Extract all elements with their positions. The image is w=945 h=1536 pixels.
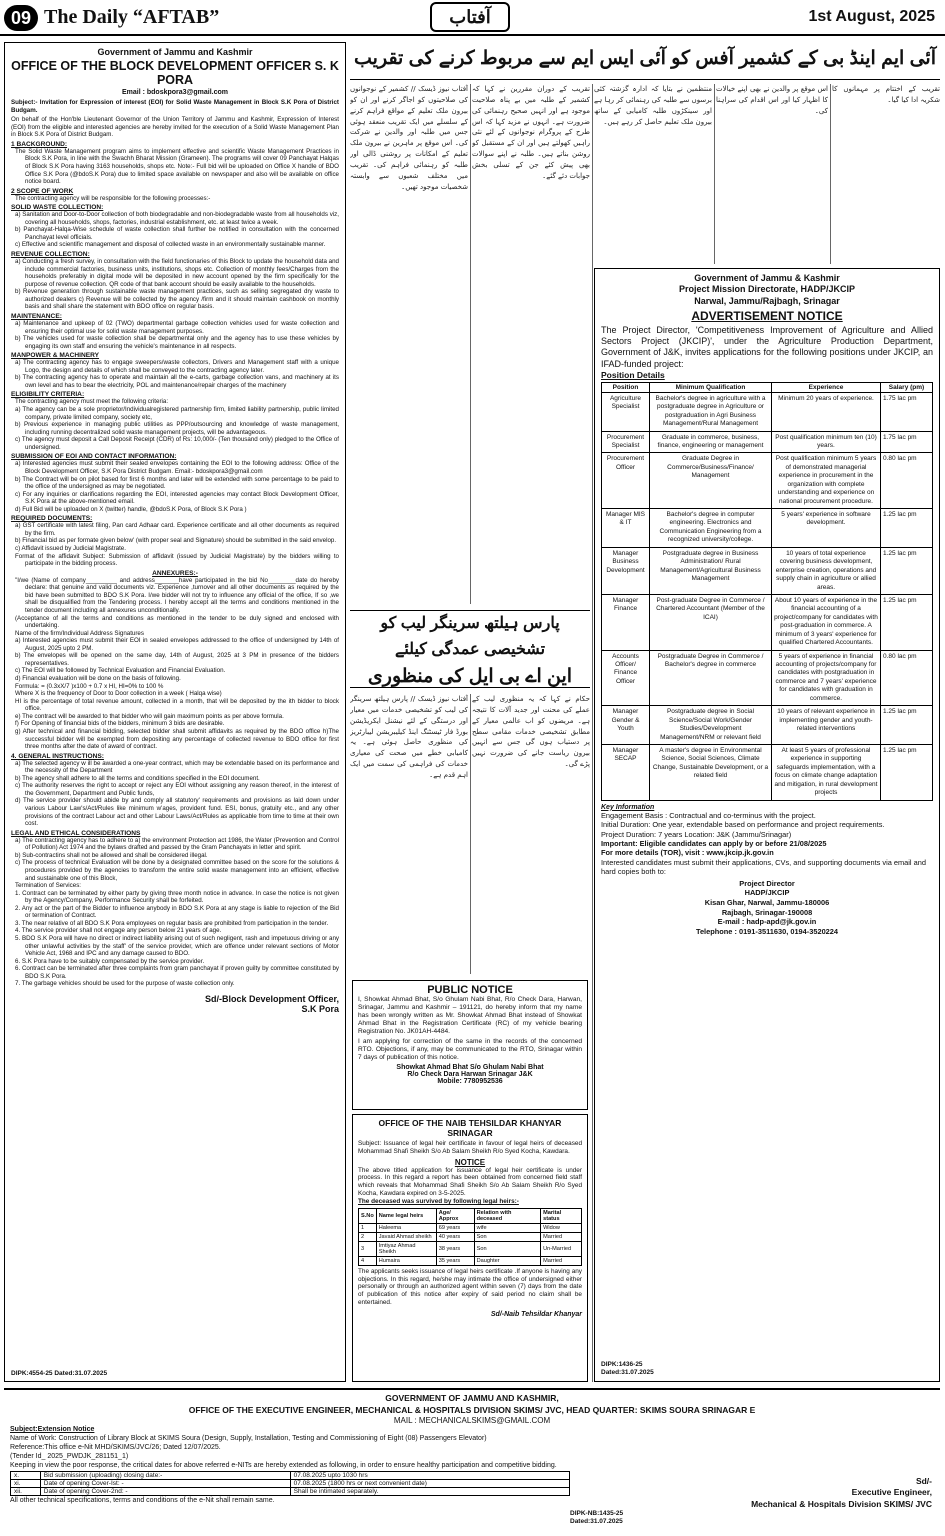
table-cell: Graduate in commerce, business, finance, engineering or management: [650, 431, 772, 453]
section-item: g) After technical and financial bidding, selected bidder shall submit affidavits as required by the BDO office h)The successful bidder will be exempted from depositing any percentage of collected revenue to BDO office for first three months after the date of award of contract.: [15, 727, 339, 751]
section-title: SOLID WASTE COLLECTION:: [11, 204, 104, 212]
bdo-signature: Sd/-Block Development Officer,: [204, 993, 339, 1004]
heirs-table-header: [359, 1208, 582, 1223]
skims-tender-id: (Tender Id_ 2025_PWDJK_281151_1): [10, 1453, 129, 1461]
section-item: 1. Contract can be terminated by either party by giving three month notice in advance. In case the notice is not given by the Agency/Company, Performance Security shall be forfeited.: [15, 889, 339, 905]
table-cell: 1.75 lac pm: [881, 392, 933, 431]
table-cell: Married: [541, 1256, 582, 1265]
section-item: Where X is the frequency of Door to Door collection in a week ( Halqa wise): [15, 690, 222, 698]
section-item: a) Conducting a fresh survey, in consultation with the field functionaries of this Block to update the household data and include commercial factories, business units, institutions, shops etc. Collection of monthly fees/Charges from the households preferably in digital mode will be deposited in new account opened by the firm specifically for the purpose of revenue collection. QR code of that bank account should be easily available to the households.: [15, 258, 339, 288]
naib-body2: The applicants seeks issuance of legal heirs certificate .If anyone is having any objections. In this regard, he/she may intimate the office of undersigned either personally or through an authorized agent within seven (7) days from the date of publication of this notice after expiry of said period no claim shall be entertained.: [358, 1267, 582, 1306]
column-rule: [470, 694, 471, 974]
section-item: a) The contracting agency has to engage sweepers/waste collectors, Drivers and Management staff with a unique Logo, the design and details of which shall be conveyed to the contracting agency later.: [15, 359, 339, 374]
section-item: b) Sub-contractins shall not be allowed and shall be considered illegal.: [15, 851, 208, 859]
address-line: HADP/JKCIP: [744, 888, 790, 898]
key-info-line: Important: Eligible candidates can apply by or before 21/08/2025: [601, 838, 827, 848]
jkcip-gov: Government of Jammu & Kashmir: [694, 273, 840, 283]
table-cell: 38 years: [436, 1241, 474, 1256]
table-row: [359, 1241, 582, 1256]
section-item: b) Previous experience in managing public utilities as PPP/outsourcing and knowledge of waste management, including running decentralized solid waste management projects, will be advantageous.: [15, 421, 339, 436]
naib-subject: Subject: Issuance of legal heir certificate in favour of legal heirs of deceased Mohammad Shafi Sheikh S/o Ab Salam Sheikh R/o Syed Kocha, Kawdara.: [358, 1140, 582, 1155]
table-row: [602, 706, 933, 745]
bdo-gov: Government of Jammu and Kashmir: [97, 47, 253, 57]
table-cell: 40 years: [436, 1232, 474, 1241]
table-row: [602, 594, 933, 650]
section-title: ANNEXURES:-: [152, 569, 198, 577]
table-header-cell: S.No: [359, 1208, 377, 1223]
section-item: d) Full Bid will be uploaded on X (twitter) handle, @bdoS.K Pora, of Block S.K Pora ): [15, 505, 247, 513]
section-item: The contracting agency will be responsible for the following processes:-: [15, 194, 211, 202]
address-line: Rajbagh, Srinagar-190008: [721, 907, 813, 917]
table-cell: Daughter: [474, 1256, 540, 1265]
position-table: [601, 382, 933, 801]
table-cell: Javaid Ahmad sheikh: [376, 1232, 436, 1241]
table-cell: Manager SECAP: [602, 744, 650, 800]
table-row: [602, 453, 933, 509]
position-table-header: [602, 382, 933, 392]
key-info-line: Interested candidates must submit their applications, CVs, and supporting documents via email and hard copies both to:: [601, 857, 926, 877]
table-cell: Son: [474, 1232, 540, 1241]
skims-mail: MAIL : MECHANICALSKIMS@GMAIL.COM: [393, 1416, 551, 1425]
bdo-email: Email : bdoskpora3@gmail.com: [121, 89, 229, 96]
section-item: b) The envelopes will be opened on the same day, 14th of August, 2025 at 3 PM in presence of the bidders representatives.: [15, 652, 339, 667]
skims-reference: Reference:This office e-Nit MHD/SKIMS/JVC/26; Dated 12/07/2025.: [10, 1444, 221, 1452]
table-cell: 07.08.2025 upto 1030 hrs: [290, 1472, 569, 1480]
table-cell: Minimum 20 years of experience.: [772, 392, 881, 431]
table-cell: Graduate Degree in Commerce/Business/Finance/ Management: [650, 453, 772, 509]
key-info-line: Project Duration: 7 years Location: J&K (Jammu/Srinagar): [601, 829, 792, 839]
section-title: 4. GENERAL INSTRUCTIONS:: [11, 752, 104, 760]
table-row: [602, 392, 933, 431]
bdo-subject: Subject:- Invitation for Expression of interest (EOI) for Solid Waste Management in Block S.K Pora of District Budgam.: [11, 99, 339, 114]
table-cell: Agriculture Specialist: [602, 392, 650, 431]
section-item: c) Effective and scientific management and disposal of collected waste in an environmentally sustainable manner.: [15, 241, 326, 249]
section-item: a) The selected agency w ill be awarded a one-year contract, which may be extendable based on its performance and the necessity of the Department: [15, 759, 339, 775]
jkcip-advertisement: [594, 268, 940, 1382]
jkcip-dipk: DIPK:1436-25: [601, 1360, 643, 1368]
section-item: b) Panchayat-Halqa-Wise schedule of waste collection shall further be notified in consultation with the concerned Panchayat level officials.: [15, 226, 339, 241]
table-cell: Shall be intimated separately.: [290, 1488, 569, 1496]
skims-dates-table: [10, 1471, 570, 1496]
key-info-line: Initial Duration: One year, extendable based on performance and project requirements.: [601, 820, 885, 830]
section-item: c) The authority reserves the right to accept or reject any EOI without assigning any reason thereof, in the interest of the Government, Department and Public funds,: [15, 782, 339, 797]
table-row: [11, 1480, 570, 1488]
section-title: REQUIRED DOCUMENTS:: [11, 515, 93, 523]
jkcip-intro: The Project Director, 'Competitiveness Improvement of Agriculture and Allied Sectors Project (JKCIP)', under the Agriculture Production Department, Government of J&K, invites applications for the following positions under JKCIP, an IFAD-funded project:: [601, 324, 933, 369]
table-cell: Widow: [541, 1223, 582, 1232]
table-row: [11, 1488, 570, 1496]
table-cell: 0.80 lac pm: [881, 453, 933, 509]
bdo-sections: [11, 141, 339, 988]
section-item: a) Interested agencies must submit their EOI in sealed envelopes addressed to the office of undersigned by 14th of August, 2025 upto 2 PM.: [15, 637, 339, 652]
section-item: b) The agency shall adhere to all the terms and conditions specified in the EOI document.: [15, 774, 260, 782]
naib-survived: The deceased was survived by following legal heirs:-: [358, 1197, 519, 1205]
table-cell: 35 years: [436, 1256, 474, 1265]
position-table-body: [602, 392, 933, 800]
table-cell: Humaira: [376, 1256, 436, 1265]
urdu-story1-col: اس موقع پر والدین نے بھی اپنے خیالات کا اظہار کیا اور اس اقدام کی سراہنا کی۔: [716, 85, 828, 115]
heirs-table: [358, 1208, 582, 1266]
skims-dipk: DIPK-NB:1435-25: [570, 1510, 624, 1517]
table-cell: Post qualification minimum ten (10) years.: [772, 431, 881, 453]
table-row: [602, 431, 933, 453]
naib-office: OFFICE OF THE NAIB TEHSILDAR KHANYAR SRINAGAR: [378, 1118, 562, 1138]
section-item: a) Sanitation and Door-to-Door collection of both biodegradable and non-biodegradable waste from all households viz, covering all households, shops, factories, industrial establishment, etc. at least twice a week.: [15, 211, 339, 226]
table-cell: 1.25 lac pm: [881, 547, 933, 594]
table-cell: Postgraduate degree in Social Science/Social Work/Gender Studies/Development Management/NRM or relevant field: [650, 706, 772, 745]
urdu-story2-col: حکام نے کہا کہ یہ منظوری لیب کے عملے کی محنت اور جدید آلات کا نتیجہ ہے۔ مریضوں کو اب عالمی معیار کے مطابق تشخیصی خدمات مقامی سطح پر دستیاب ہوں گی جس سے انہیں بیرون ریاست جانے کی ضرورت نہیں پڑے گی۔: [472, 695, 590, 769]
table-row: [602, 650, 933, 706]
paper-date: 1st August, 2025: [808, 8, 935, 25]
table-cell: Manager Gender & Youth: [602, 706, 650, 745]
column-rule: [714, 84, 715, 264]
table-cell: Manager Business Development: [602, 547, 650, 594]
jkcip-dated: Dated:31.07.2025: [601, 1368, 654, 1376]
table-cell: 1.25 lac pm: [881, 706, 933, 745]
public-notice-body2: I am applying for correction of the same in the records of the concerned RTO. Objections, if any, may be communicated to the RTO, Srinagar within 7 days of publication of this notice.: [358, 1038, 582, 1062]
section-item: (Acceptance of all the terms and conditions as mentioned in the tender to be duly signed and enclosed with undertaking.: [15, 614, 339, 630]
public-notice-sign: Showkat Ahmad Bhat S/o Ghulam Nabi Bhat: [396, 1064, 544, 1072]
table-cell: 4: [359, 1256, 377, 1265]
address-line: Kisan Ghar, Narwal, Jammu-180006: [704, 898, 830, 908]
public-notice-title: PUBLIC NOTICE: [427, 984, 513, 996]
skims-keeping: Keeping in view the poor response, the critical dates for above referred e-NITs are hereby extended as following, in order to ensure healthy participation and competitive bidding.: [10, 1462, 557, 1470]
naib-title: NOTICE: [454, 1157, 486, 1167]
table-cell: Date of opening Cover-Ist: -: [40, 1480, 290, 1488]
jkcip-key-info: [601, 811, 933, 877]
table-cell: Procurement Specialist: [602, 431, 650, 453]
table-cell: A master's degree in Environmental Science, Social Sciences, Climate Change, Sustainable Development, or a related field: [650, 744, 772, 800]
signature-line: Executive Engineer,: [851, 1487, 932, 1498]
section-item: HI is the percentage of total revenue amount, collected in a month, that will be deposited by the ith bidder to block office.: [15, 697, 339, 713]
skims-office: OFFICE OF THE EXECUTIVE ENGINEER, MECHANICAL & HOSPITALS DIVISION SKIMS/ JVC, HEAD QUARTER: SKIMS SOURA SRINAGAR E: [188, 1405, 756, 1415]
section-title: 1 BACKGROUND:: [11, 140, 68, 148]
table-row: [602, 744, 933, 800]
urdu-story1-col: تقریب کے دوران مقررین نے کہا کہ کشمیر کے طلبہ میں بے پناہ صلاحیت موجود ہے اور انہیں صحیح رہنمائی کی ضرورت ہے۔ انہوں نے مزید کہا کہ اس طرح کے پروگرام نوجوانوں کے لئے نئی راہیں کھولتے ہیں اور ان کے مستقبل کو روشن بناتے ہیں۔ طلبہ نے اپنے سوالات بھی پیش کئے جن کے تسلی بخش جوابات دئے گئے۔: [472, 85, 590, 180]
table-cell: Post-graduate Degree in Commerce / Chartered Accountant (Member of the ICAI): [650, 594, 772, 650]
table-cell: Postgraduate Degree in Commerce / Bachelor's degree in commerce: [650, 650, 772, 706]
table-cell: Bachelor's degree in computer engineering. Electronics and Communication Engineering from a recognized university/college.: [650, 509, 772, 548]
jkcip-position-heading: Position Details: [601, 369, 665, 380]
section-item: a) Interested agencies must submit their sealed envelopes containing the EOI to the following address: Office of the Block Development Officer, S.K Pora District Budgam. Email:- bdoskpora3@gmail.com: [15, 460, 339, 475]
table-cell: Haleema: [376, 1223, 436, 1232]
section-item: f) For Opening of financial bids of the bidders, minimum 3 bids are desirable.: [15, 720, 225, 728]
table-header-cell: Relation with deceased: [474, 1208, 540, 1223]
section-item: The Solid Waste Management program aims to implement effective and scientific Waste Management Practices in Block S.K Pora, in line with the Swachh Bharat Mission (Grameen). The programs will cover 09 Panchayat Halqas of Block S.K Pora having 3163 households, shops etc. Note:- Full bid will be uploaded on Office X handle of BDO Office S.K Pora (@bdoS.K Pora) due to limited space available on newspaper and also will be available on office notice board.: [15, 147, 339, 186]
section-item: a) Maintenance and upkeep of 02 (TWO) departmental garbage collection vehicles used for waste collection and ensuring their optimal use for solid waste management purposes.: [15, 319, 339, 335]
table-header-cell: Experience: [772, 382, 881, 392]
table-row: [359, 1223, 582, 1232]
urdu-story1-col: آفتاب نیوز ڈیسک // کشمیر کے نوجوانوں کی صلاحیتوں کو اجاگر کرنے اور ان کو بیرون ملک تعلیم کے مواقع فراہم کرنے کے سلسلے میں ایک تقریب منعقد ہوئی جس میں طلبہ اور والدین نے شرکت کی۔ اس موقع پر ماہرین نے بیرون ملک تعلیم کے امکانات پر روشنی ڈالی اور طلبہ کو رہنمائی فراہم کی۔ تقریب میں مختلف شعبوں سے وابستہ شخصیات موجود تھیں۔: [350, 85, 468, 191]
key-info-line: For more details (TOR), visit : www.jkcip.jk.gov.in: [601, 848, 774, 858]
table-cell: 07.08.2025 (1800 hrs or next convenient date): [290, 1480, 569, 1488]
section-item: 6. Contract can be terminated after three complaints from gram panchayat if proven guilty by committee constituted by BDO S.K Pora.: [15, 965, 339, 980]
table-cell: xi.: [11, 1480, 41, 1488]
table-header-cell: Age/ Approx: [436, 1208, 474, 1223]
section-item: c) Affidavit issued by Judicial Magistrate.: [15, 545, 126, 552]
paper-logo: آفتاب: [430, 2, 510, 32]
section-item: c) The agency must deposit a Call Deposit Receipt (CDR) of Rs: 10,000/- (Ten thousand only) pledged to the Office of undersigned.: [15, 436, 339, 451]
address-line: Telephone : 0191-3511630, 0194-3520224: [695, 926, 839, 936]
table-cell: Post qualification minimum 5 years of demonstrated managerial experience in procurement in the organization with complete understanding and experience on national procurement procedure.: [772, 453, 881, 509]
table-header-cell: Position: [602, 382, 650, 392]
section-item: 7. The garbage vehicles should be used for the purpose of waste collection only.: [15, 980, 235, 988]
section-item: b) The vehicles used for waste collection shall be departmental only and the agency has to use these vehicles by engaging its own staff and ensuring the vehicle's maintenance in all respects.: [15, 335, 339, 350]
paper-name: The Daily “AFTAB”: [44, 6, 220, 28]
section-item: Termination of Services:: [15, 882, 82, 890]
table-cell: 5 years' experience in software development.: [772, 509, 881, 548]
skims-subject: Subject:Extension Notice: [10, 1426, 95, 1433]
table-header-cell: Marital status: [541, 1208, 582, 1223]
table-cell: 10 years of total experience covering business development, enterprise creation, operations and supply chain in agriculture or allied areas.: [772, 547, 881, 594]
section-item: b) The Contract will be on pilot based for first 6 months and later will be extended with some percentage to be paid to the office of the undersigned as may be negotiated.: [15, 475, 339, 491]
table-cell: xii.: [11, 1488, 41, 1496]
table-cell: About 10 years of experience in the financial accounting of a project/company for candidates with post-graduation in commerce. A minimum of 3 years' experience for qualified Chartered Accountants.: [772, 594, 881, 650]
bdo-intro: On behalf of the Hon'ble Lieutenant Governor of the Union Territory of Jammu and Kashmir, Expression of Interest (EOI) from the eligible and interested agencies are hereby invited for the execution of a Solid Waste Management Plan in Block S.K Pora of District Budgam.: [11, 116, 339, 139]
skims-dates-body: [11, 1472, 570, 1496]
address-line: Project Director: [739, 878, 795, 888]
section-title: LEGAL AND ETHICAL CONSIDERATIONS: [11, 829, 141, 837]
table-cell: 69 years: [436, 1223, 474, 1232]
section-item: c) The process of technical Evaluation will be done by a designated committee based on the score for the solutions & procedures provided by the agencies to transform the entire solid waste management into an efficient, effective and sustainable one of this Block,: [15, 859, 339, 882]
page-number: 09: [4, 5, 38, 31]
section-item: a) The agency can be a sole proprietor/Individualregistered partnership firm, limited liability partnership, public limited company, private limited company, society etc,: [15, 406, 339, 421]
column-rule: [470, 84, 471, 604]
bdo-dipk: DIPK:4554-25 Dated:31.07.2025: [11, 1370, 108, 1377]
section-item: e) The contract will be awarded to that bidder who will gain maximum points as per above formula.: [15, 712, 284, 720]
naib-notice: [352, 1114, 588, 1382]
public-notice-sign2: R/o Check Dara Harwan Srinagar J&K: [407, 1071, 533, 1079]
jkcip-dipk-block: [601, 1361, 654, 1377]
table-cell: 1.75 lac pm: [881, 431, 933, 453]
column-rule: [830, 84, 831, 264]
naib-body: The above titled application for issuance of legal heir certificate is under process. In this regard a report has been obtained from concerned field staff which reveals that Mohammad Shafi Sheikh S/o Ab Salam Sheikh R/o Syed Kocha, Kawdara expired on 3-5-2025.: [358, 1166, 582, 1198]
jkcip-directorate: Project Mission Directorate, HADP/JKCIP: [678, 284, 856, 295]
section-item: d) The service provider should abide by and comply all statutory' requirements and provisions as laid down under various Labour Law's/Act/Rules like minimum w'ages, provident fund. ESI, bonus, gratuity etc., and any other provisions of the contract Labour act and other Labour Laws/Act/Rules as applicable from time to time at their own cost.: [15, 797, 339, 828]
public-notice-body: I, Showkat Ahmad Bhat, S/o Ghulam Nabi Bhat, R/o Check Dara, Harwan, Srinagar, Jammu and Kashmir – 191121, do hereby inform that my name has been wrongly written as Mr. Showkat Ahmad Bhat instead of Showkat Ahmad Bhat in the Registration Certificate (RC) of my vehicle bearing Registration No. JK01AH-4484.: [358, 996, 582, 1036]
table-row: [602, 547, 933, 594]
address-line: E-mail : hadp-apd@jk.gov.in: [717, 917, 817, 927]
section-title: MAINTENANCE:: [11, 312, 62, 320]
bdo-office: OFFICE OF THE BLOCK DEVELOPMENT OFFICER S. K PORA: [11, 59, 339, 87]
section-item: 6. S.K Pora have to be suitably compensated by the service provider.: [15, 957, 205, 965]
section-item: b) Revenue generation through sustainable waste management practices, such as selling segregated dry waste to authorized dealers c) Revenue will be collected by the agency /firm and it should maintain cashbook on monthly basis and shall share the statement with BDO office on regular basis.: [15, 288, 339, 311]
section-item: 5. BDO S.K Pora will have no direct or indirect liability arising out of such negligent, rash and impetuous driving or any other unlawful activities by the staff' of the service provider, which are offence under relevant sections of Motor Vehicle Act, 1968 and IPC and any damage caused to BDO.: [15, 935, 339, 958]
urdu-story1-col: تقریب کے اختتام پر مہمانوں کا شکریہ ادا کیا گیا۔: [832, 85, 940, 104]
signature-line: Mechanical & Hospitals Division SKIMS/ JVC: [751, 1498, 932, 1509]
section-item: Name of the firm/Individual Address Signatures: [15, 629, 144, 637]
urdu-headline-2-line1: پارس ہیلتھ سرینگر لیب کو تشخیصی عمدگی کیلئے: [380, 615, 560, 658]
signature-line: Sd/-: [915, 1476, 932, 1486]
section-item: 2. Any act or the part of the Bidder to influence anybody in BDO S.K Pora at any stage is liable to rejection of the Bid or termination of Contract.: [15, 904, 339, 920]
section-item: 4. The service provider shall not engage any person below 21 years of age.: [15, 927, 222, 935]
jkcip-title: ADVERTISEMENT NOTICE: [691, 308, 843, 323]
table-cell: Imtiyaz Ahmad Sheikh: [376, 1241, 436, 1256]
column-rule: [592, 84, 593, 1382]
section-item: The contracting agency must meet the following criteria:: [15, 398, 169, 406]
urdu-story2-col: آفتاب نیوز ڈیسک // پارس ہیلتھ سرینگر کی لیب کو تشخیصی خدمات میں معیار اور درستگی کے لئے نیشنل ایکریڈیشن بورڈ فار ٹیسٹنگ اینڈ کیلیبریشن لیبارٹریز کی منظوری حاصل ہوئی ہے۔ یہ کامیابی خطے میں صحت کی معیاری خدمات کی فراہمی کی سمت میں ایک اہم قدم ہے۔: [350, 695, 468, 779]
section-item: b) Financial bid as per formate given below' (with proper seal and Signature) should be submitted in the said envelop.: [15, 537, 337, 545]
skims-signature: [751, 1476, 932, 1510]
skims-notice: [4, 1388, 940, 1534]
table-cell: 1.25 lac pm: [881, 744, 933, 800]
section-item: c) For any inquiries or clarifications regarding the EOI, interested agencies may contact Block Development Officer, S.K Pora at the above-mentioned email.: [15, 490, 339, 506]
table-row: [602, 509, 933, 548]
table-header-cell: Minimum Qualification: [650, 382, 772, 392]
heirs-table-body: [359, 1223, 582, 1265]
section-title: ELIGIBILITY CRITERIA:: [11, 391, 85, 399]
table-cell: 10 years of relevant experience in implementing gender and youth-related interventions: [772, 706, 881, 745]
table-cell: 1: [359, 1223, 377, 1232]
table-row: [359, 1232, 582, 1241]
skims-dipk-block: [570, 1510, 623, 1527]
table-cell: 5 years of experience in financial accounting of projects/company for candidates with postgraduation in commerce and 7 years' experience for candidates with graduation in commerce.: [772, 650, 881, 706]
skims-footer: All other technical specifications, terms and conditions of the e-Nit shall remain same.: [10, 1497, 275, 1505]
table-cell: Postgraduate degree in Business Administration/ Rural Management/Agricultural Business Management: [650, 547, 772, 594]
section-item: 3. The near relative of all BDO S.K Pora employees on regular basis are prohibited from participation in the tender.: [15, 919, 329, 927]
table-cell: Bachelor's degree in agriculture with a postgraduate degree in Agriculture or postgraduation in Agri Business Management/Rural Management: [650, 392, 772, 431]
section-item: Format of the affidavit Subject: Submission of affidavit (issued by Judicial Magistrate) by the bidders willing to participate in the bidding process.: [15, 552, 339, 568]
table-row: [11, 1472, 570, 1480]
section-item: "I/we (Name of company_________ and address_______have participated in the bid No________date do hereby declare: that genuine and valid documents viz. Experience ,turnover and all other documents as required by the bid have been submitted to BDO S.K Pora. I/we bidder will not try to influence any official of the office, If so ,we shall be disqualified from the Tendering process. I hereby accept all the terms and conditions mentioned in the tender document including all annexures unconditionally.: [15, 576, 339, 614]
jkcip-key-info-title: Key Information: [601, 803, 655, 811]
section-item: a) The contracting agency has to adhere to a) the environment Protection act 1986, the Water (Prevention and Control of Pollution) Act 1974 and the bylaws drafted and passed by the Gram Panchayats in letter and spirit.: [15, 836, 339, 852]
table-cell: 1.25 lac pm: [881, 594, 933, 650]
section-item: a) GST certificate with latest filing, Pan card Adhaar card. Experience certificate and all other documents as required by the firm.: [15, 522, 339, 537]
table-cell: Manager MIS & IT: [602, 509, 650, 548]
jkcip-place: Narwal, Jammu/Rajbagh, Srinagar: [694, 295, 840, 306]
table-header-cell: Name legal heirs: [376, 1208, 436, 1223]
table-cell: wife: [474, 1223, 540, 1232]
table-header-cell: Salary (pm): [881, 382, 933, 392]
table-cell: 1.25 lac pm: [881, 509, 933, 548]
key-info-line: Engagement Basis : Contractual and co-terminus with the project.: [601, 810, 816, 820]
table-cell: 3: [359, 1241, 377, 1256]
table-cell: Un-Married: [541, 1241, 582, 1256]
table-cell: Son: [474, 1241, 540, 1256]
table-cell: 2: [359, 1232, 377, 1241]
table-cell: Date of opening Cover-2nd: -: [40, 1488, 290, 1496]
section-title: MANPOWER & MACHINERY: [11, 352, 100, 360]
table-row: [359, 1256, 582, 1265]
section-title: SUBMISSION OF EOI AND CONTACT INFORMATION:: [11, 453, 177, 461]
urdu-headline-2-line2: این اے بی ایل کی منظوری: [367, 666, 573, 688]
table-cell: Bid submission (uploading) closing date:-: [40, 1472, 290, 1480]
section-title: REVENUE COLLECTION:: [11, 251, 90, 258]
section-item: Formula: = (0.3xX/7 )x100 + 0.7 x HI, HI=0% to 100 %: [15, 682, 164, 690]
table-cell: Married: [541, 1232, 582, 1241]
skims-dated: Dated:31.07.2025: [570, 1518, 623, 1526]
bdo-signature-place: S.K Pora: [301, 1003, 339, 1014]
masthead: [0, 0, 945, 36]
urdu-headline-2: [350, 610, 590, 688]
naib-sign: Sd/-Naib Tehsildar Khanyar: [490, 1310, 582, 1318]
skims-work: Name of Work: Construction of Library Block at SKIMS Soura (Design, Supply, Installation, Testing and Commissioning of Eight (08) Passengers Elevator): [10, 1435, 487, 1443]
section-item: c) The EOI will be followed by Technical Evaluation and Financial Evaluation.: [15, 667, 226, 675]
urdu-headline: آئی ایم اینڈ بی کے کشمیر آفس کو آئی ایس ایم سے مربوط کرنے کی تقریب: [350, 38, 940, 80]
table-cell: Procurement Officer: [602, 453, 650, 509]
table-cell: Accounts Officer/ Finance Officer: [602, 650, 650, 706]
table-cell: At least 5 years of professional experience in supporting safeguards implementation, with a focus on climate change adaptation and mitigation, in rural development projects: [772, 744, 881, 800]
skims-gov: GOVERNMENT OF JAMMU AND KASHMIR,: [385, 1393, 559, 1403]
table-cell: x.: [11, 1472, 41, 1480]
table-cell: 0.80 lac pm: [881, 650, 933, 706]
urdu-story1-col: منتظمین نے بتایا کہ ادارہ گزشتہ کئی برسوں سے طلبہ کی رہنمائی کر رہا ہے اور سینکڑوں طلبہ کامیابی کے ساتھ بیرون ملک تعلیم حاصل کر رہے ہیں۔: [594, 85, 712, 126]
public-notice-mobile: Mobile: 7780952536: [437, 1078, 503, 1086]
jkcip-address: [601, 879, 933, 937]
public-notice: [352, 980, 588, 1110]
bdo-notice: [4, 42, 346, 1382]
section-item: d) Financial evaluation will be done on the basis of following.: [15, 675, 181, 682]
table-cell: Manager Finance: [602, 594, 650, 650]
section-item: b) The contracting agency has to operate and maintain all the e-carts, garbage collection vans, and machinery at its own level and has to bear the electricity, POL and maintenance/repair charges of the machinery: [15, 374, 339, 389]
section-title: 2 SCOPE OF WORK: [11, 187, 74, 195]
